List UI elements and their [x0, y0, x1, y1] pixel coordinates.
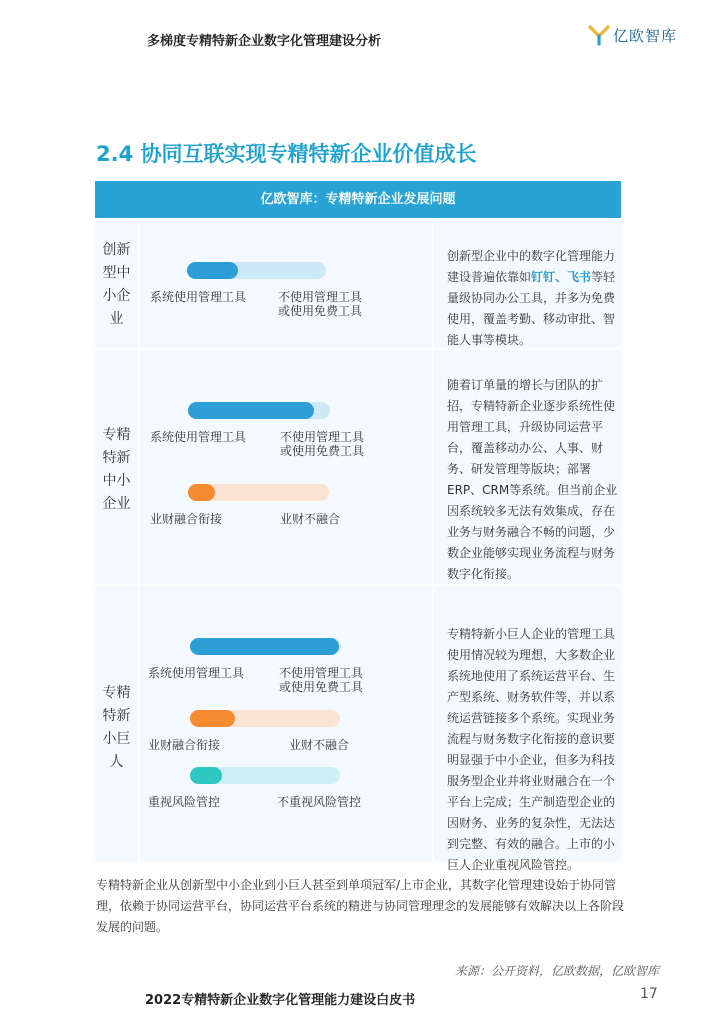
logo-mark-icon [588, 24, 610, 46]
bar-left-label: 系统使用管理工具 [148, 666, 245, 680]
bar-left-label: 业财融合衔接 [148, 738, 221, 752]
bar-right-label: 业财不融合 [289, 738, 350, 752]
highlighted-tools: 钉钉、飞书 [531, 270, 592, 284]
bar-right-label: 不使用管理工具 或使用免费工具 [278, 290, 363, 318]
row-chart-cell [140, 350, 432, 584]
row-description-cell [434, 586, 621, 872]
bar-right-label: 业财不融合 [280, 512, 341, 526]
table-row-innovative-sme [95, 220, 621, 348]
table-row-little-giant [95, 586, 621, 872]
row-description-cell [434, 350, 621, 584]
document-header-title: 多梯度专精特新企业数字化管理建设分析 [147, 34, 382, 49]
row-chart-cell [140, 220, 432, 348]
row-description: 创新型企业中的数字化管理能力建设普遍依靠如钉钉、飞书等轻量级协同办公工具，并多为免费使用，覆盖考勤、移动审批、智能人事等模块。 [447, 249, 616, 347]
source-note: 来源：公开资料，亿欧数据，亿欧智库 [455, 964, 660, 978]
page-number: 17 [640, 986, 658, 1002]
row-label: 专精 特新 中小 企业 [102, 427, 131, 512]
logo-text: 亿欧智库 [613, 26, 678, 45]
progress-bar-management-tools [190, 638, 341, 655]
document-footer-title: 2022专精特新企业数字化管理能力建设白皮书 [145, 993, 416, 1008]
row-label-cell [95, 350, 138, 584]
table-header: 亿欧智库：专精特新企业发展问题 [95, 181, 621, 218]
brand-logo [588, 24, 677, 46]
bar-left-label: 系统使用管理工具 [150, 430, 247, 444]
row-description-cell [434, 220, 621, 348]
row-description: 随着订单量的增长与团队的扩招，专精特新企业逐步系统性使用管理工具，升级协同运营平台，覆盖移动办公、人事、财务、研发管理等版块；部署ERP、CRM等系统。但当前企业因系统较多无法有效集成，存在业务与财务融合不畅的问题，少数企业能够实现业务流程与财务数字化衔接。 [447, 378, 618, 581]
section-title: 2.4 协同互联实现专精特新企业价值成长 [96, 142, 477, 166]
summary-paragraph: 专精特新企业从创新型中小企业到小巨人甚至到单项冠军/上市企业，其数字化管理建设始于协同管理，依赖于协同运营平台，协同运营平台系统的精进与协同管理理念的发展能够有效解决以上各阶段发展的问题。 [96, 878, 625, 934]
progress-bar-management-tools [187, 262, 326, 279]
bar-left-label: 业财融合衔接 [150, 512, 223, 526]
row-label-cell [95, 220, 138, 348]
progress-bar-finance-integration [188, 484, 329, 501]
bar-left-label: 系统使用管理工具 [150, 290, 247, 304]
row-description: 专精特新小巨人企业的管理工具使用情况较为理想，大多数企业系统地使用了系统运营平台、生产型系统、财务软件等，并以系统运营链接多个系统。实现业务流程与财务数字化衔接的意识要明显强于中小企业，但多为科技服务型企业并将业财融合在一个平台上完成；生产制造型企业的因财务、业务的复杂性，无法达到完整、有效的融合。上市的小巨人企业重视风险管控。 [447, 627, 616, 872]
row-chart-cell [140, 586, 432, 861]
bar-right-label: 不使用管理工具 或使用免费工具 [279, 666, 364, 694]
progress-bar-management-tools [188, 402, 330, 419]
row-label: 创新 型中 小企 业 [102, 242, 131, 327]
progress-bar-finance-integration [190, 710, 340, 727]
bar-right-label: 不重视风险管控 [277, 795, 362, 809]
row-label-cell [95, 586, 138, 861]
bar-right-label: 不使用管理工具 或使用免费工具 [280, 430, 365, 458]
table-row-specialized-sme [95, 350, 621, 584]
row-label: 专精 特新 小巨 人 [102, 685, 131, 770]
progress-bar-risk-control [190, 767, 340, 784]
bar-left-label: 重视风险管控 [148, 795, 221, 809]
